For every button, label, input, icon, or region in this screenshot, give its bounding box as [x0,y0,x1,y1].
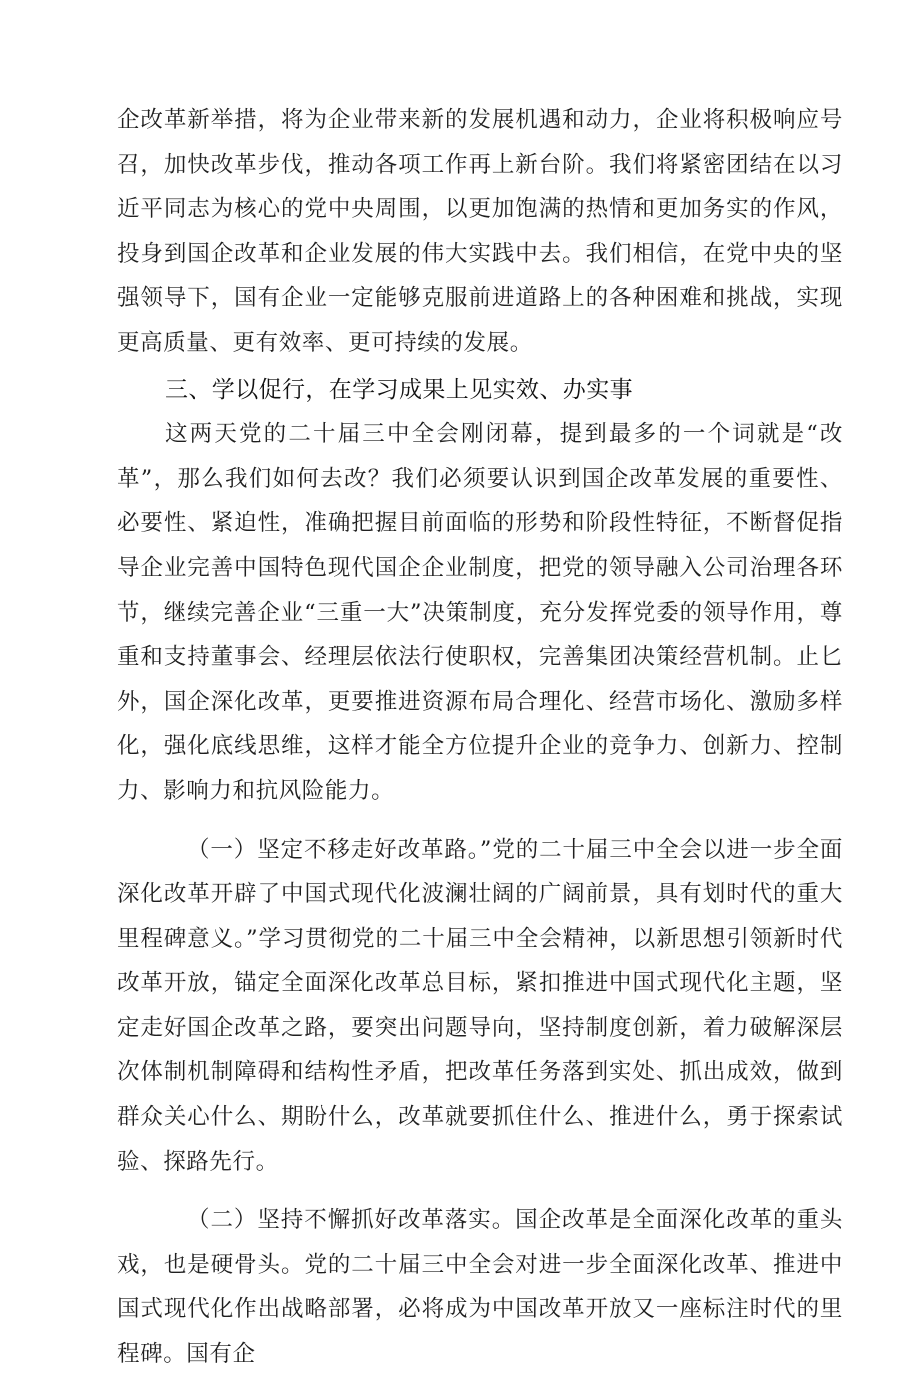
paragraph-continued: 企改革新举措，将为企业带来新的发展机遇和动力，企业将积极响应号召，加快改革步伐，推动各项工作再上新台阶。我们将紧密团结在以习近平同志为核心的党中央周围，以更加饱满的热情和更加务实的作风，投身到国企改革和企业发展的伟大实践中去。我们相信，在党中央的坚强领导下，国有企业一定能够克服前进道路上的各种困难和挑战，实现更高质量、更有效率、更可持续的发展。 [117,107,843,356]
subsection-2-paragraph: （二）坚持不懈抓好改革落实。国企改革是全面深化改革的重头戏，也是硬骨头。党的二十届三中全会对进一步全面深化改革、推进中国式现代化作出战略部署，必将成为中国改革开放又一座标注时代的里程碑。国有企 [117,1207,843,1368]
subsection-1-paragraph: （一）坚定不移走好改革路。”党的二十届三中全会以进一步全面深化改革开辟了中国式现代化波澜壮阔的广阔前景，具有划时代的重大里程碑意义。”学习贯彻党的二十届三中全会精神，以新思想引领新时代改革开放，锚定全面深化改革总目标，紧扣推进中国式现代化主题，坚定走好国企改革之路，要突出问题导向，坚持制度创新，着力破解深层次体制机制障碍和结构性矛盾，把改革任务落到实处、抓出成效，做到群众关心什么、期盼什么，改革就要抓住什么、推进什么，勇于探索试验、探路先行。 [117,836,843,1175]
document-page [117,98,843,1377]
section-intro-paragraph: 这两天党的二十届三中全会刚闭幕，提到最多的一个词就是“改革”，那么我们如何去改？我们必须要认识到国企改革发展的重要性、必要性、紧迫性，准确把握目前面临的形势和阶段性特征，不断督促指导企业完善中国特色现代国企企业制度，把党的领导融入公司治理各环节，继续完善企业“三重一大”决策制度，充分发挥党委的领导作用，尊重和支持董事会、经理层依法行使职权，完善集团决策经营机制。止匕外，国企深化改革，更要推进资源布局合理化、经营市场化、激励多样化，强化底线思维，这样才能全方位提升企业的竞争力、创新力、控制力、影响力和抗风险能力。 [117,421,843,804]
section-heading: 三、学以促行，在学习成果上见实效、办实事 [165,376,633,403]
